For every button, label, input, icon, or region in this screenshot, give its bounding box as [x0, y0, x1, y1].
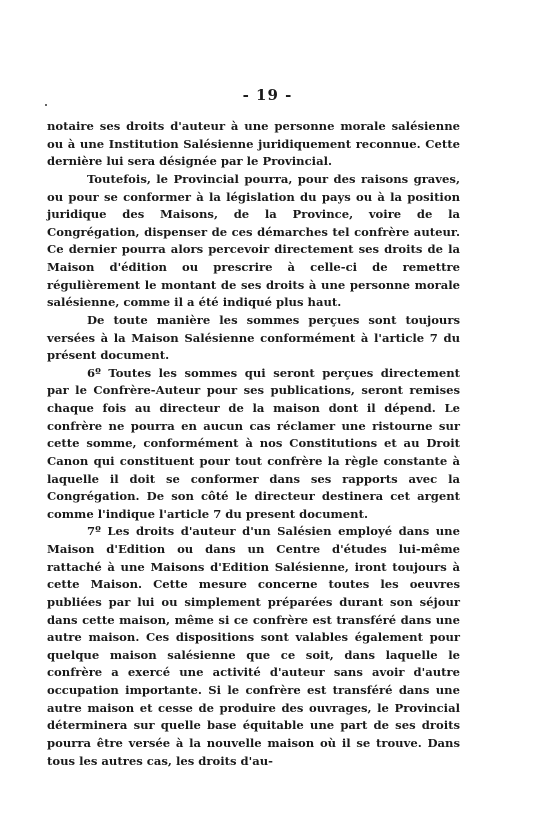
paragraph-de-toute-maniere: De toute manière les sommes perçues sont toujours versées à la Maison Salésienne conformément à l'article 7 du présent document. — [47, 312, 460, 363]
paragraph-toutefois: Toutefois, le Provincial pourra, pour des raisons graves, ou pour se conformer à la législation du pays ou à la position juridique des Maisons, de la Province, voire de la Congrégation, dispenser de ces démarches tel confrère auteur. Ce dernier pourra alors percevoir directement ses droits de la Maison d'édition ou prescrire à celle-ci de remettre régulièrement le montant de ses droits à une personne morale salésienne, comme il a été indiqué plus haut. — [47, 171, 460, 310]
body-text — [47, 118, 460, 770]
paragraph-article-6: 6º Toutes les sommes qui seront perçues directement par le Confrère-Auteur pour ses publications, seront remises chaque fois au directeur de la maison dont il dépend. Le confrère ne pourra en aucun cas réclamer une ristourne sur cette somme, conformément à nos Constitutions et au Droit Canon qui constituent pour tout confrère la règle constante à laquelle il doit se conformer dans ses rapports avec la Congrégation. De son côté le directeur destinera cet argent comme l'indique l'article 7 du present document. — [47, 365, 460, 521]
paragraph-article-7: 7º Les droits d'auteur d'un Salésien employé dans une Maison d'Edition ou dans un Centre d'études lui-même rattaché à une Maisons d'Edition Salésienne, iront toujours à cette Maison. Cette mesure concerne toutes les oeuvres publiées par lui ou simplement préparées durant son séjour dans cette maison, même si ce confrère est transféré dans une autre maison. Ces dispositions sont valables également pour quelque maison salésienne que ce soit, dans laquelle le confrère a exercé une activité d'auteur sans avoir d'autre occupation importante. Si le confrère est transféré dans une autre maison et cesse de produire des ouvrages, le Provincial déterminera sur quelle base équitable une part de ses droits pourra être versée à la nouvelle maison où il se trouve. Dans tous les autres cas, les droits d'au- — [47, 524, 460, 768]
page-number: - 19 - — [242, 86, 293, 104]
paragraph-continuation: notaire ses droits d'auteur à une personne morale salésienne ou à une Institution Salésienne juridiquement reconnue. Cette dernière lui sera désignée par le Provincial. — [47, 119, 460, 169]
scan-speck — [45, 104, 47, 106]
